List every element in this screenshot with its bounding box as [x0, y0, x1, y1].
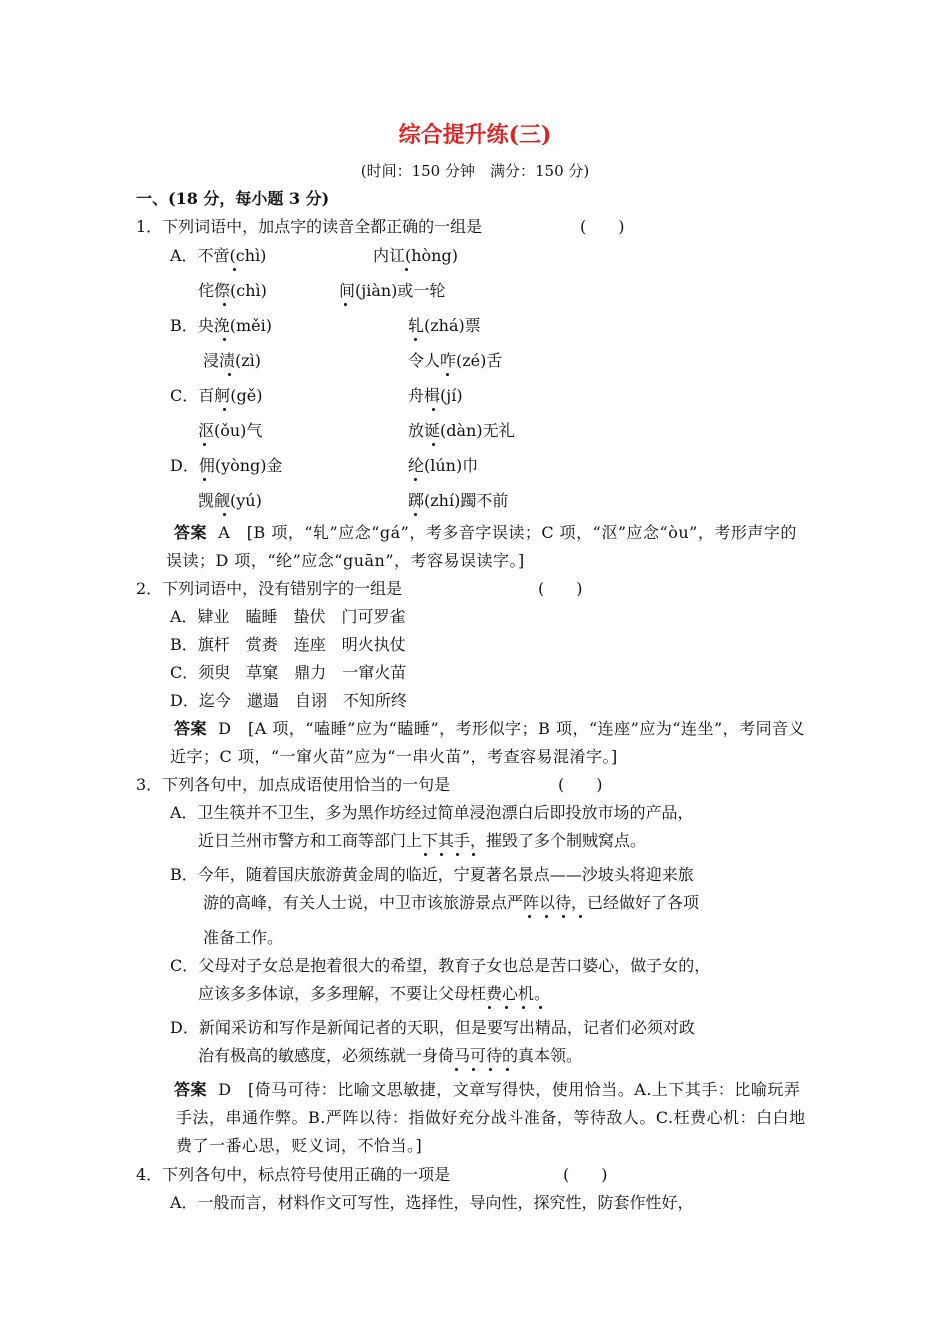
emphasis-dot	[545, 915, 548, 918]
emphasis-dot	[203, 443, 206, 446]
emphasis-dot	[489, 1068, 492, 1071]
q1-option-c-3: 沤(ǒu)气	[198, 421, 263, 440]
emphasis-dot	[455, 1068, 458, 1071]
emphasis-dot	[223, 513, 226, 516]
q2-option-b: B．旗杆 赏赉 连座 明火执仗	[170, 635, 406, 654]
emphasis-dot	[472, 1068, 475, 1071]
page-title: 综合提升练(三)	[398, 122, 552, 148]
emphasis-dot	[405, 268, 408, 271]
emphasis-dot	[344, 303, 347, 306]
emphasis-dot	[223, 303, 226, 306]
question-3-answer-blank: ( )	[558, 775, 603, 794]
q3-answer-line-2: 手法，串通作弊。B.严阵以待：指做好充分战斗准备，等待敌人。C.枉费心机：白白地	[176, 1108, 806, 1127]
q3-option-a-2: 近日兰州市警方和工商等部门上下其手，摧毁了多个制贼窝点。	[198, 831, 647, 850]
emphasis-dot	[528, 915, 531, 918]
emphasis-dot	[414, 513, 417, 516]
emphasis-dot	[414, 338, 417, 341]
q2-option-d: D．迄今 邋遢 自诩 不知所终	[170, 691, 407, 710]
emphasis-dot	[203, 478, 206, 481]
q2-option-a: A．肄业 瞌睡 蛰伏 门可罗雀	[170, 607, 406, 626]
emphasis-dot	[414, 478, 417, 481]
emphasis-dot	[233, 268, 236, 271]
question-2-stem: 2．下列词语中，没有错别字的一组是	[136, 579, 403, 598]
emphasis-dot	[223, 338, 226, 341]
answer-label: 答案	[174, 719, 208, 738]
q2-answer-line-1	[174, 718, 805, 740]
emphasis-dot	[440, 853, 443, 856]
emphasis-dot	[506, 1068, 509, 1071]
question-4-answer-blank: ( )	[563, 1165, 608, 1184]
emphasis-dot	[228, 373, 231, 376]
q3-option-b-3: 准备工作。	[203, 928, 284, 947]
emphasis-dot	[539, 1006, 542, 1009]
q1-answer-line-2: 误读；D 项，“纶”应念“guān”，考容易误读字。]	[166, 551, 525, 570]
emphasis-dot	[456, 853, 459, 856]
q1-option-a-2: 内讧(hòng)	[373, 246, 458, 265]
q4-option-a-1: A．一般而言，材料作文可写性，选择性，导向性，探究性，防套作性好，	[170, 1193, 694, 1212]
q1-option-a-4: 间(jiàn)或一轮	[339, 281, 446, 300]
emphasis-dot	[488, 1006, 491, 1009]
q1-option-d-4: 踯(zhí)躅不前	[408, 491, 509, 510]
emphasis-dot	[446, 373, 449, 376]
emphasis-dot	[432, 408, 435, 411]
q1-answer-line-1	[174, 522, 797, 544]
q1-option-d-1: D．佣(yòng)金	[170, 456, 283, 475]
answer-text: A [B 项，“轧”应念“gá”，考多音字误读；C 项，“沤”应念“òu”，考形声字的	[218, 523, 797, 542]
q3-option-a-1: A．卫生筷并不卫生，多为黑作坊经过简单浸泡漂白后即投放市场的产品，	[170, 803, 694, 822]
section-heading: 一、(18 分，每小题 3 分)	[136, 189, 330, 208]
emphasis-dot	[522, 1006, 525, 1009]
question-3-stem: 3．下列各句中，加点成语使用恰当的一句是	[136, 775, 451, 794]
answer-text: D [A 项，“嗑睡”应为“瞌睡”，考形似字；B 项，“连座”应为“连坐”，考同音义	[218, 719, 806, 738]
page-subtitle: (时间：150 分钟 满分：150 分)	[360, 162, 590, 180]
q1-option-c-1: C．百舸(gě)	[170, 386, 263, 405]
q1-option-c-2: 舟楫(jí)	[408, 386, 463, 405]
question-1-stem: 1．下列词语中，加点字的读音全都正确的一组是	[136, 217, 483, 236]
emphasis-dot	[432, 443, 435, 446]
q3-option-c-2: 应该多多体谅，多多理解，不要让父母枉费心机。	[198, 984, 551, 1003]
q3-option-d-1: D．新闻采访和写作是新闻记者的天职，但是要写出精品，记者们必须对政	[170, 1018, 695, 1037]
emphasis-dot	[562, 915, 565, 918]
q3-option-c-1: C．父母对子女总是抱着很大的希望，教育子女也总是苦口婆心，做子女的，	[170, 956, 711, 975]
q1-option-b-2: 轧(zhá)票	[408, 316, 481, 335]
q1-option-b-3: 浸渍(zì)	[203, 351, 262, 370]
q1-option-b-1: B．央浼(měi)	[170, 316, 273, 335]
question-1-answer-blank: ( )	[580, 217, 625, 236]
emphasis-dot	[223, 408, 226, 411]
q1-option-b-4: 令人咋(zé)舌	[408, 351, 503, 370]
question-4-stem: 4．下列各句中，标点符号使用正确的一项是	[136, 1165, 451, 1184]
q3-answer-line-3: 费了一番心思，贬义词，不恰当。]	[176, 1136, 423, 1155]
emphasis-dot	[579, 915, 582, 918]
q1-option-a-3: 侘傺(chì)	[198, 281, 267, 300]
emphasis-dot	[424, 853, 427, 856]
q3-option-b-2: 游的高峰，有关人士说，中卫市该旅游景点严阵以待，已经做好了各项	[203, 893, 700, 912]
q3-option-d-2: 治有极高的敏感度，必须练就一身倚马可待的真本领。	[198, 1046, 583, 1065]
q3-option-b-1: B．今年，随着国庆旅游黄金周的临近，宁夏著名景点——沙坡头将迎来旅	[170, 865, 694, 884]
emphasis-dot	[472, 853, 475, 856]
q1-option-d-2: 纶(lún)巾	[408, 456, 479, 475]
question-2-answer-blank: ( )	[538, 579, 583, 598]
q2-option-c: C．须臾 草窠 鼎力 一窜火苗	[170, 663, 407, 682]
answer-text: D [倚马可待：比喻文思敏捷，文章写得快，使用恰当。A.上下其手：比喻玩弄	[218, 1080, 801, 1099]
q2-answer-line-2: 近字；C 项，“一窜火苗”应为“一串火苗”，考查容易混淆字。]	[170, 747, 618, 766]
emphasis-dot	[505, 1006, 508, 1009]
q3-answer-line-1	[174, 1079, 800, 1101]
q1-option-d-3: 觊觎(yú)	[198, 491, 262, 510]
q1-option-a-1: A．不啻(chì)	[170, 246, 267, 265]
q1-option-c-4: 放诞(dàn)无礼	[408, 421, 515, 440]
answer-label: 答案	[174, 523, 208, 542]
answer-label: 答案	[174, 1080, 208, 1099]
